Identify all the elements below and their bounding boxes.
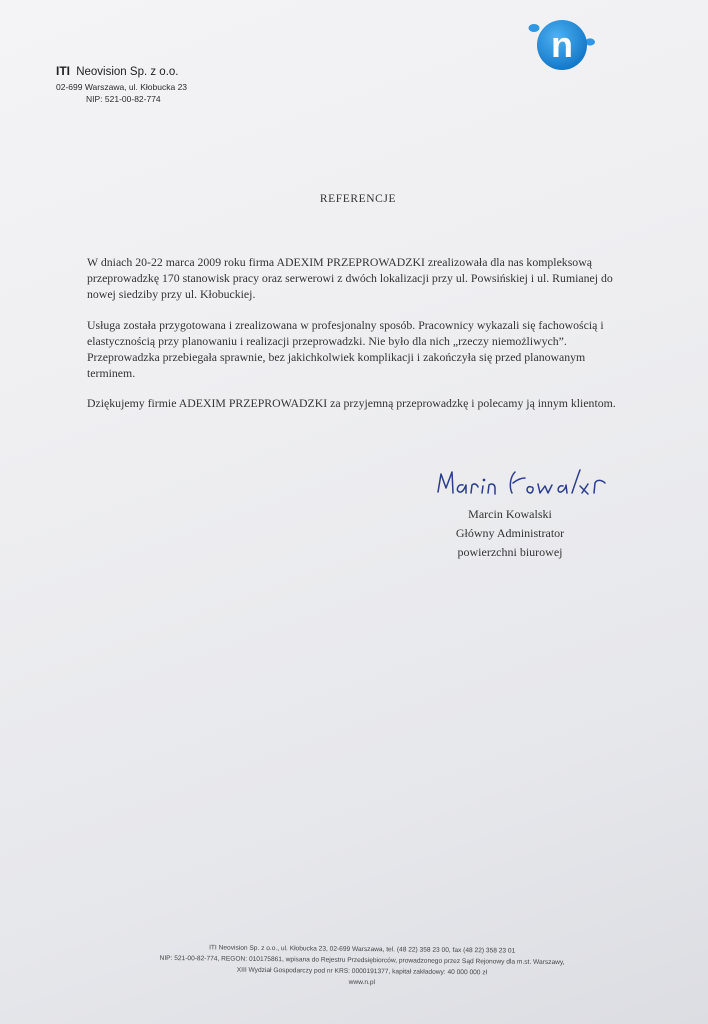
letter-body bbox=[87, 254, 632, 426]
signer-title: powierzchni biurowej bbox=[457, 545, 563, 559]
signer-name: Marcin Kowalski bbox=[468, 507, 552, 521]
company-address: 02-699 Warszawa, ul. Kłobucka 23 bbox=[56, 82, 188, 92]
company-brand: ITI bbox=[56, 64, 70, 78]
handwritten-signature bbox=[432, 466, 612, 506]
letterhead bbox=[56, 64, 276, 105]
document-title: REFERENCJE bbox=[319, 193, 397, 205]
footer-website: www.n.pl bbox=[348, 978, 376, 987]
n-logo-icon bbox=[526, 14, 596, 74]
logo-glyph: n bbox=[551, 24, 573, 65]
signer-title: Główny Administrator bbox=[455, 526, 565, 540]
body-paragraph: W dniach 20-22 marca 2009 roku firma ADEXIM PRZEPROWADZKI zrealizowała dla nas kompleksową przeprowadzkę 170 stanowisk pracy oraz serwerowi z dwóch lokalizacji przy ul. Powsińskiej i ul. Rumianej do nowej siedziby przy ul. Kłobuckiej. bbox=[87, 255, 613, 302]
signer-block bbox=[420, 505, 600, 562]
footer-line: NIP: 521-00-82-774, REGON: 010175861, wpisana do Rejestru Przedsiębiorców, prowadzonego przez Sąd Rejonowy dla m.st. Warszawy, bbox=[159, 954, 565, 967]
body-paragraph: Usługa została przygotowana i zrealizowana w profesjonalny sposób. Pracownicy wykazali się fachowością i elastycznością przy planowaniu i realizacji przeprowadzki. Nie było dla nich „rzeczy niemożliwych”. Przeprowadzka przebiegała sprawnie, bez jakichkolwiek komplikacji i zakończyła się przed planowanym terminem. bbox=[87, 317, 604, 381]
company-line bbox=[56, 64, 276, 78]
company-nip: NIP: 521-00-82-774 bbox=[86, 94, 161, 104]
company-name: Neovision Sp. z o.o. bbox=[76, 66, 179, 78]
footer-line: ITI Neovision Sp. z o.o., ul. Kłobucka 23, 02-699 Warszawa, tel. (48 22) 358 23 00, fax (48 22) 358 23 01 bbox=[209, 944, 516, 955]
footer-line: XIII Wydział Gospodarczy pod nr KRS: 0000191377, kapitał zakładowy: 40 000 000 zł bbox=[236, 966, 488, 977]
footer bbox=[84, 941, 640, 991]
body-paragraph: Dziękujemy firmie ADEXIM PRZEPROWADZKI za przyjemną przeprowadzkę i polecamy ją innym klientom. bbox=[87, 396, 616, 411]
